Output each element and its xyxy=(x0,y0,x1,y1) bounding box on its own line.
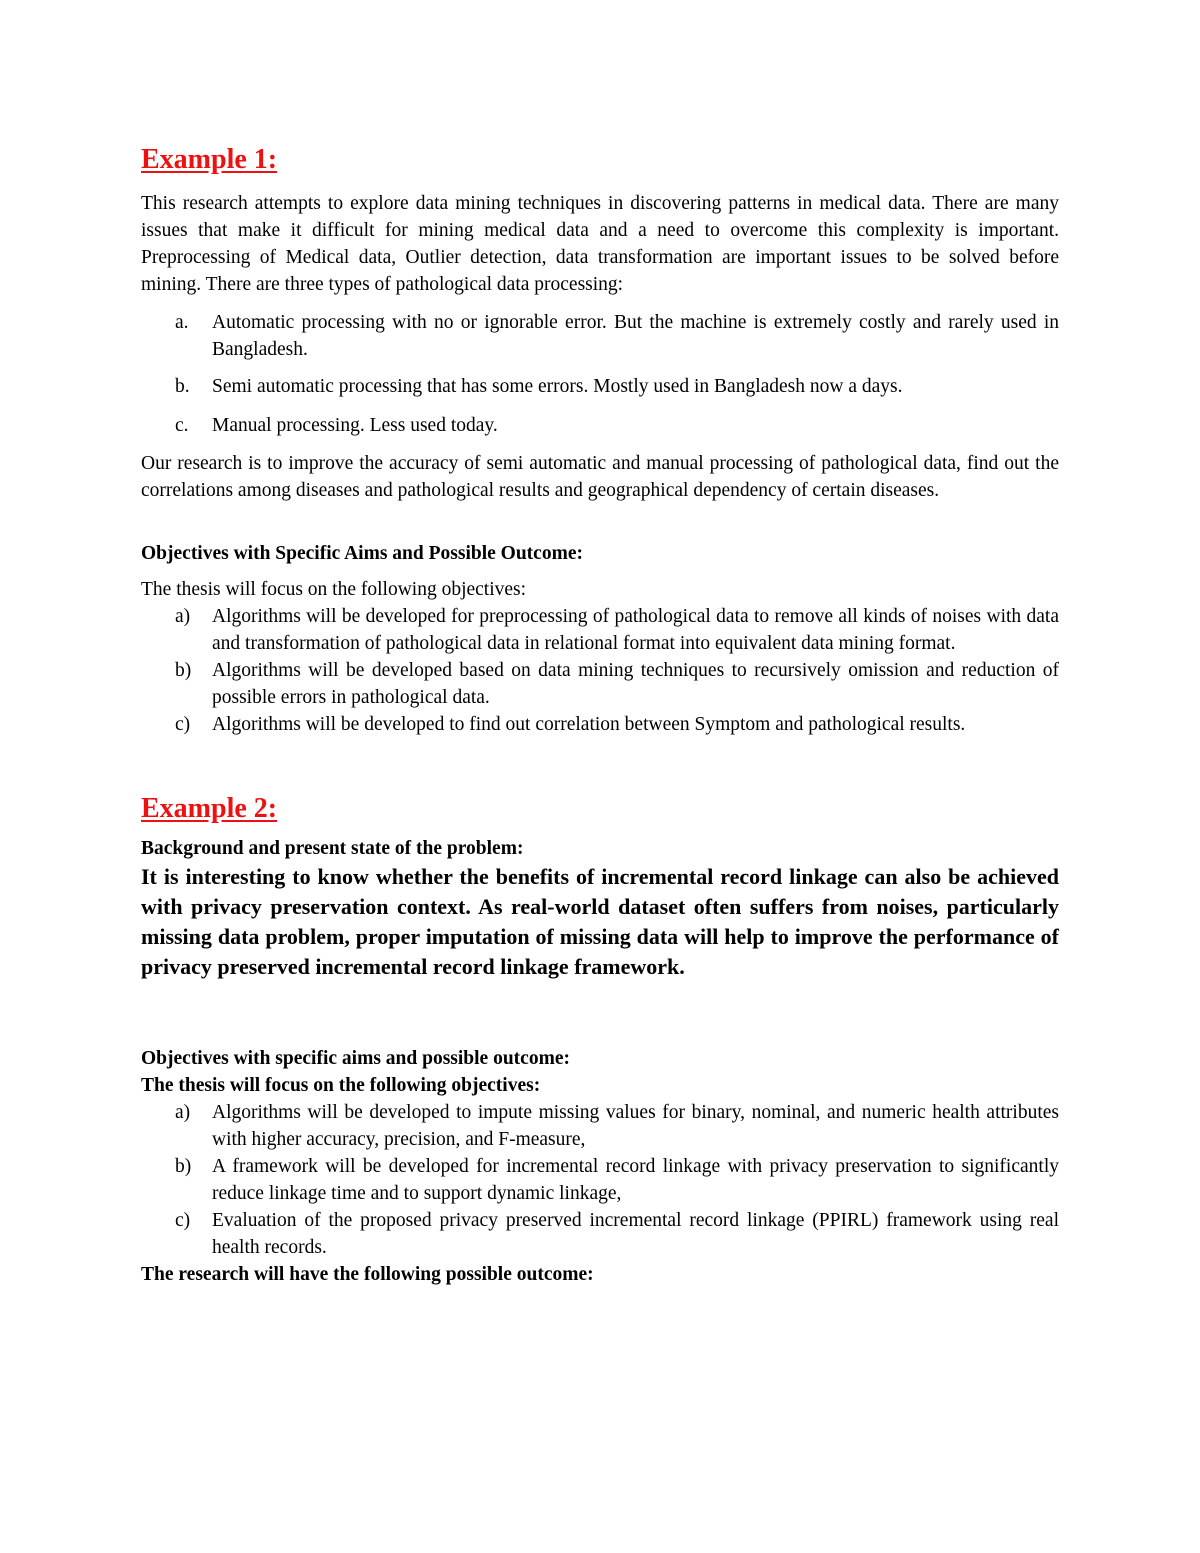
list-item xyxy=(141,603,1059,657)
list-marker: b) xyxy=(175,660,192,681)
outcome-heading: The research will have the following possible outcome: xyxy=(141,1264,594,1285)
list-marker: c. xyxy=(175,415,189,436)
background-text: It is interesting to know whether the benefits of incremental record linkage can also be achieved with privacy preservation context. As real-world dataset often suffers from noises, particularly missing data problem, proper imputation of missing data will help to improve the performance of privacy preserved incremental record linkage framework. xyxy=(141,864,1059,979)
list-item-text: Automatic processing with no or ignorable error. But the machine is extremely costly and rarely used in Bangladesh. xyxy=(212,312,1059,360)
list-item xyxy=(141,711,1059,738)
list-item-text: Evaluation of the proposed privacy preserved incremental record linkage (PPIRL) framework using real health records. xyxy=(212,1210,1059,1258)
example-1-objectives-list xyxy=(141,603,1059,738)
list-item-text: Algorithms will be developed to impute missing values for binary, nominal, and numeric health attributes with higher accuracy, precision, and F-measure, xyxy=(212,1102,1059,1150)
list-item xyxy=(141,657,1059,711)
list-item xyxy=(141,309,1059,363)
list-marker: a) xyxy=(175,606,191,627)
processing-types-list xyxy=(141,309,1059,439)
list-marker: b) xyxy=(175,1156,192,1177)
example-1-objectives-intro: The thesis will focus on the following objectives: xyxy=(141,579,527,600)
list-marker: c) xyxy=(175,1210,191,1231)
list-item xyxy=(141,373,1059,400)
research-goal: Our research is to improve the accuracy of semi automatic and manual processing of pathological data, find out the correlations among diseases and pathological results and geographical dependency of certain diseases. xyxy=(141,453,1059,501)
list-item-text: Manual processing. Less used today. xyxy=(212,415,498,436)
example-1-objectives-heading: Objectives with Specific Aims and Possible Outcome: xyxy=(141,543,583,564)
example-2-objectives-heading: Objectives with specific aims and possible outcome: xyxy=(141,1048,570,1069)
list-item xyxy=(141,412,1059,439)
list-item-text: Algorithms will be developed based on data mining techniques to recursively omission and reduction of possible errors in pathological data. xyxy=(212,660,1059,708)
document-page xyxy=(141,140,1059,1288)
example-2-objectives-list xyxy=(141,1099,1059,1261)
example-1-heading: Example 1: xyxy=(141,144,278,175)
list-marker: c) xyxy=(175,714,191,735)
list-marker: a. xyxy=(175,312,189,333)
list-item-text: Semi automatic processing that has some errors. Mostly used in Bangladesh now a days. xyxy=(212,376,903,397)
list-item-text: Algorithms will be developed to find out correlation between Symptom and pathological results. xyxy=(212,714,966,735)
background-heading: Background and present state of the problem: xyxy=(141,838,524,859)
list-marker: b. xyxy=(175,376,190,397)
list-marker: a) xyxy=(175,1102,191,1123)
example-1-intro: This research attempts to explore data mining techniques in discovering patterns in medical data. There are many issues that make it difficult for mining medical data and a need to overcome this complexity is important. Preprocessing of Medical data, Outlier detection, data transformation are important issues to be solved before mining. There are three types of pathological data processing: xyxy=(141,193,1059,295)
example-2-objectives-intro: The thesis will focus on the following objectives: xyxy=(141,1075,541,1096)
list-item xyxy=(141,1099,1059,1153)
example-2-heading: Example 2: xyxy=(141,793,278,824)
list-item xyxy=(141,1153,1059,1207)
list-item-text: A framework will be developed for incremental record linkage with privacy preservation to significantly reduce linkage time and to support dynamic linkage, xyxy=(212,1156,1059,1204)
list-item xyxy=(141,1207,1059,1261)
list-item-text: Algorithms will be developed for preprocessing of pathological data to remove all kinds of noises with data and transformation of pathological data in relational format into equivalent data mining format. xyxy=(212,606,1059,654)
